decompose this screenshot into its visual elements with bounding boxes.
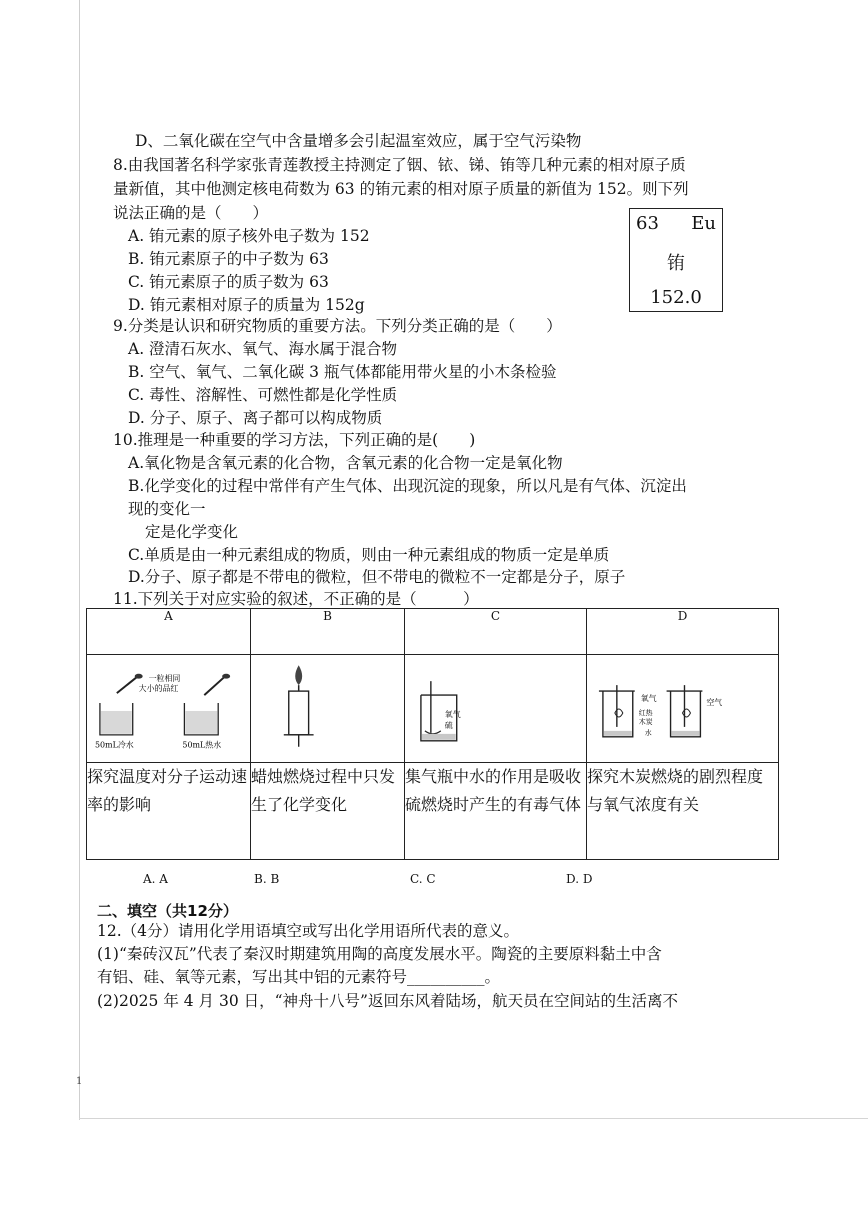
label-air: 空气 <box>706 698 723 708</box>
q8-stem-line2: 量新值，其中他测定核电荷数为 63 的铕元素的相对原子质量的新值为 152。则下列 <box>113 180 689 198</box>
label-sulfur: 硫 <box>444 720 453 730</box>
label-red-hot: 红热 <box>638 708 653 717</box>
experiment-d-description: 探究木炭燃烧的剧烈程度与氧气浓度有关 <box>587 763 779 860</box>
q9-stem: 9.分类是认识和研究物质的重要方法。下列分类正确的是（ ） <box>113 317 562 335</box>
label-charcoal: 木炭 <box>638 717 653 726</box>
q12-part1-line2: 有铝、硅、氧等元素，写出其中铝的元素符号__________。 <box>97 968 501 986</box>
q10-option-b-line3: 定是化学变化 <box>145 523 239 541</box>
q11-option-d: D. D <box>566 872 593 886</box>
experiment-d-image <box>587 655 779 763</box>
label-hot-water: 50mL热水 <box>182 740 222 750</box>
q10-option-c: C.单质是由一种元素组成的物质，则由一种元素组成的物质一定是单质 <box>128 546 610 564</box>
table-header-b: B <box>251 609 405 655</box>
q11-stem: 11.下列关于对应实验的叙述，不正确的是（ ） <box>113 590 479 608</box>
element-card-europium <box>629 208 723 312</box>
q10-option-d: D.分子、原子都是不带电的微粒，但不带电的微粒不一定都是分子，原子 <box>128 568 626 586</box>
q10-option-a: A.氧化物是含氧元素的化合物，含氧元素的化合物一定是氧化物 <box>128 454 563 472</box>
experiment-a-description: 探究温度对分子运动速率的影响 <box>87 763 251 860</box>
charcoal-jars-diagram <box>587 655 778 762</box>
experiment-c-image <box>405 655 587 763</box>
q10-option-b-line2: 现的变化一 <box>128 500 206 518</box>
candle-diagram <box>251 655 404 762</box>
experiment-b-description: 蜡烛燃烧过程中只发生了化学变化 <box>251 763 405 860</box>
experiment-a-image <box>87 655 251 763</box>
q8-stem-line3: 说法正确的是（ ） <box>113 204 269 222</box>
label-d-oxygen: 氧气 <box>640 694 657 704</box>
label-oxygen: 氧气 <box>444 709 461 719</box>
section-title: 二、填空（共12分） <box>97 902 238 920</box>
label-water: 水 <box>644 728 652 737</box>
margin-mark: 1 <box>76 1076 83 1087</box>
q10-option-b-line1: B.化学变化的过程中常伴有产生气体、出现沉淀的现象，所以凡是有气体、沉淀出 <box>128 477 687 495</box>
label-cold-water: 50mL冷水 <box>94 740 134 750</box>
atomic-mass: 152.0 <box>650 287 702 308</box>
q8-option-b: B. 铕元素原子的中子数为 63 <box>128 250 329 268</box>
q9-option-a: A. 澄清石灰水、氧气、海水属于混合物 <box>128 340 398 358</box>
q7-option-d: D、二氧化碳在空气中含量增多会引起温室效应，属于空气污染物 <box>135 132 582 150</box>
element-symbol: Eu <box>691 213 716 234</box>
label-same-particle: 一粒相同 <box>148 674 181 684</box>
q9-option-b: B. 空气、氧气、二氧化碳 3 瓶气体都能用带火星的小木条检验 <box>128 363 557 381</box>
page-bottom-edge <box>79 1118 868 1119</box>
q11-option-c: C. C <box>410 872 436 886</box>
q9-option-d: D. 分子、原子、离子都可以构成物质 <box>128 409 383 427</box>
element-name: 铕 <box>667 253 685 274</box>
q11-option-b: B. B <box>254 872 280 886</box>
table-header-d: D <box>587 609 779 655</box>
q8-option-c: C. 铕元素原子的质子数为 63 <box>128 273 329 291</box>
q9-option-c: C. 毒性、溶解性、可燃性都是化学性质 <box>128 386 398 404</box>
page-edge <box>79 0 80 1120</box>
experiment-c-description: 集气瓶中水的作用是吸收硫燃烧时产生的有毒气体 <box>405 763 587 860</box>
q8-option-d: D. 铕元素相对原子的质量为 152g <box>128 296 365 314</box>
q10-stem: 10.推理是一种重要的学习方法，下列正确的是( ) <box>113 431 476 449</box>
q12-stem: 12.（4分）请用化学用语填空或写出化学用语所代表的意义。 <box>97 922 520 940</box>
atomic-number: 63 <box>636 213 659 234</box>
experiment-table <box>86 608 779 860</box>
q8-stem-line1: 8.由我国著名科学家张青莲教授主持测定了铟、铱、锑、铕等几种元素的相对原子质 <box>113 156 686 174</box>
q12-part1-line1: (1)“秦砖汉瓦”代表了秦汉时期建筑用陶的高度发展水平。陶瓷的主要原料黏土中含 <box>97 945 662 963</box>
table-header-c: C <box>405 609 587 655</box>
sulfur-jar-diagram <box>405 655 586 762</box>
q11-option-a: A. A <box>143 872 168 886</box>
experiment-b-image <box>251 655 405 763</box>
q8-option-a: A. 铕元素的原子核外电子数为 152 <box>128 227 370 245</box>
beakers-diagram <box>87 655 250 762</box>
q12-part2-line1: (2)2025 年 4 月 30 日，“神舟十八号”返回东风着陆场，航天员在空间站的生活离不 <box>97 992 678 1010</box>
label-magenta-size: 大小的品红 <box>138 684 179 694</box>
table-header-a: A <box>87 609 251 655</box>
